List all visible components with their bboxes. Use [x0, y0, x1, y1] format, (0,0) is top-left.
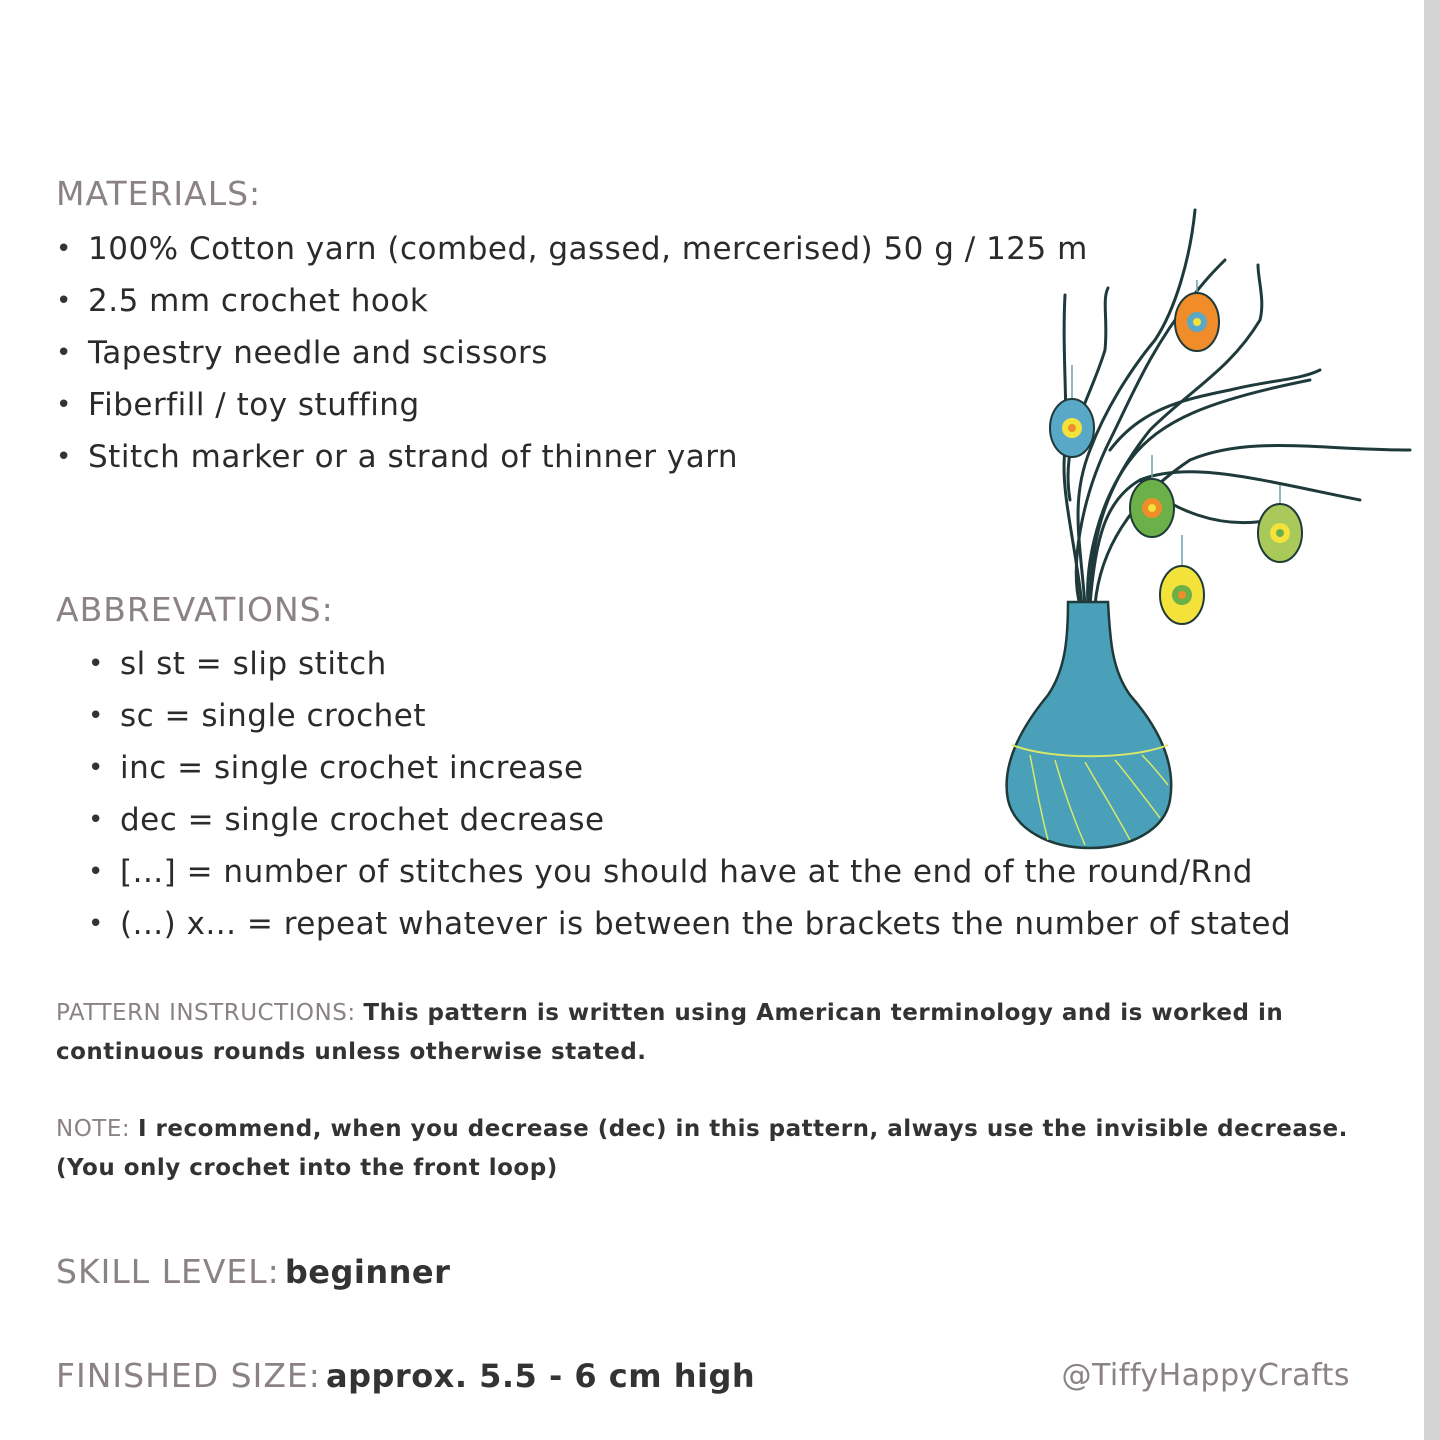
list-item: • [...] = number of stitches you should have at the end of the round/Rnd: [88, 846, 1291, 898]
branches: [1064, 210, 1410, 605]
note-label: NOTE:: [56, 1116, 131, 1142]
list-item: • Stitch marker or a strand of thinner yarn: [56, 431, 1088, 483]
list-item: • sc = single crochet: [88, 690, 1291, 742]
skill-level-label: SKILL LEVEL:: [56, 1252, 280, 1291]
pattern-instructions-label: PATTERN INSTRUCTIONS:: [56, 1000, 356, 1026]
scrollbar[interactable]: [1424, 0, 1440, 1440]
egg-orange: [1175, 293, 1219, 351]
vase: [1007, 602, 1172, 848]
finished-size: [56, 1356, 755, 1395]
note: [56, 1110, 1376, 1188]
finished-size-label: FINISHED SIZE:: [56, 1356, 321, 1395]
list-item: • Fiberfill / toy stuffing: [56, 379, 1088, 431]
egg-light-green: [1258, 504, 1302, 562]
egg-green: [1130, 479, 1174, 537]
vase-illustration: [990, 200, 1420, 860]
pattern-instructions: [56, 994, 1376, 1072]
list-item: • sl st = slip stitch: [88, 638, 1291, 690]
credit-handle: @TiffyHappyCrafts: [1061, 1358, 1350, 1393]
egg-yellow: [1160, 566, 1204, 624]
list-item: • 100% Cotton yarn (combed, gassed, mercerised) 50 g / 125 m: [56, 223, 1088, 275]
abbreviations-heading: ABBREVATIONS:: [56, 590, 334, 629]
list-item: • 2.5 mm crochet hook: [56, 275, 1088, 327]
list-item: • dec = single crochet decrease: [88, 794, 1291, 846]
skill-level-value: beginner: [284, 1253, 451, 1291]
list-item: • (...) x... = repeat whatever is between the brackets the number of stated: [88, 898, 1291, 950]
skill-level: [56, 1252, 450, 1291]
note-text: I recommend, when you decrease (dec) in this pattern, always use the invisible decrease. (You only crochet into the front loop): [56, 1116, 1348, 1181]
list-item: • inc = single crochet increase: [88, 742, 1291, 794]
pattern-instructions-text: This pattern is written using American terminology and is worked in continuous rounds unless otherwise stated.: [56, 1000, 1284, 1065]
materials-heading: MATERIALS:: [56, 174, 262, 213]
finished-size-value: approx. 5.5 - 6 cm high: [326, 1357, 756, 1395]
list-item: • Tapestry needle and scissors: [56, 327, 1088, 379]
egg-blue: [1050, 399, 1094, 457]
materials-list: [56, 223, 1088, 483]
